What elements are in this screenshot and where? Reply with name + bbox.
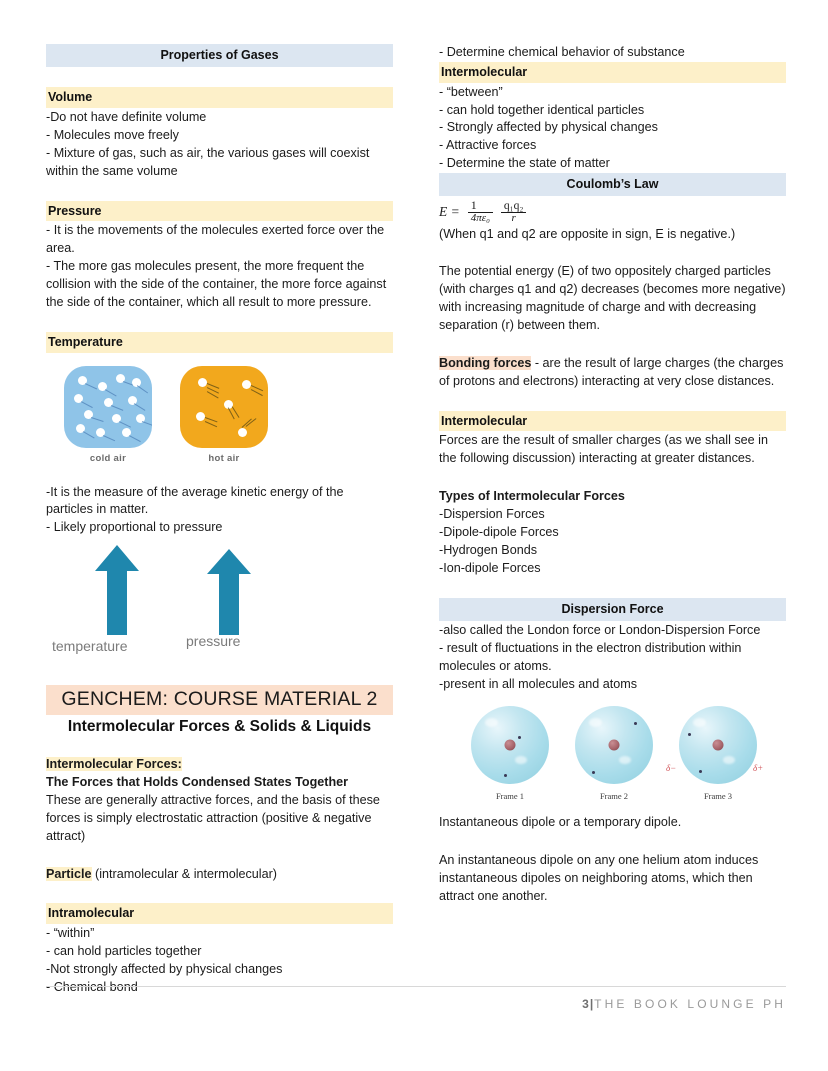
spacer xyxy=(439,391,786,411)
delta-positive-label: δ+ xyxy=(753,763,764,774)
helium-frame-1-label: Frame 1 xyxy=(495,791,525,802)
intermolecular-forces-label-text: Intermolecular Forces: xyxy=(46,757,182,772)
spacer xyxy=(46,312,393,332)
formula-frac2-denominator: r xyxy=(511,211,516,224)
proportionality-arrows-figure xyxy=(46,545,393,657)
dipole-caption: Instantaneous dipole or a temporary dipole. xyxy=(439,815,682,830)
intermolecular-forces-paragraph: These are generally attractive forces, and the basis of these forces is simply electrostatic attraction (positive & negative attract) xyxy=(46,792,380,843)
cold-air-container xyxy=(64,366,152,448)
electron xyxy=(504,774,507,777)
intramolecular-line-4: - Chemical bond xyxy=(46,979,138,994)
heading-intermolecular-top: Intermolecular xyxy=(439,62,786,83)
course-material-subtitle: Intermolecular Forces & Solids & Liquids xyxy=(67,718,372,736)
intramolecular-line-2: - can hold particles together xyxy=(46,944,202,958)
right-column xyxy=(439,44,786,906)
spacer xyxy=(439,578,786,598)
electron xyxy=(688,733,691,736)
page-footer xyxy=(46,986,786,1013)
hot-air-label: hot air xyxy=(208,452,240,464)
intermolecular-top-line-3: - Strongly affected by physical changes xyxy=(439,120,658,135)
spacer xyxy=(439,335,786,355)
heading-temperature: Temperature xyxy=(46,332,393,353)
heading-volume: Volume xyxy=(46,87,393,108)
spacer xyxy=(439,243,786,263)
helium-dipole-figure xyxy=(467,706,786,801)
volume-line-2: - Molecules move freely xyxy=(46,128,179,142)
intermolecular-top-line-1: - “between” xyxy=(439,84,503,99)
intermolecular-forces-label xyxy=(46,756,393,774)
electron xyxy=(592,771,595,774)
hot-air-container xyxy=(180,366,268,448)
helium-nucleus-3 xyxy=(713,740,724,751)
spacer xyxy=(46,736,393,756)
spacer xyxy=(46,657,393,685)
spacer xyxy=(46,67,393,87)
arrow-label-temperature: temperature xyxy=(52,638,128,655)
intermolecular-top-line-2: - can hold together identical particles xyxy=(439,102,645,117)
helium-frame-2-label: Frame 2 xyxy=(599,791,629,802)
footer-separator: | xyxy=(589,997,595,1011)
types-of-forces-heading: Types of Intermolecular Forces xyxy=(439,489,625,504)
particle-label: Particle xyxy=(46,866,92,881)
electron xyxy=(634,722,637,725)
bonding-forces-paragraph xyxy=(439,355,786,391)
heading-pressure: Pressure xyxy=(46,201,393,222)
helium-frame-3-label: Frame 3 xyxy=(703,791,733,802)
helium-sphere-3 xyxy=(679,706,757,784)
cold-air-figure xyxy=(64,366,152,464)
bonding-forces-text: - are the result of large charges (the charges of protons and electrons) interacting at very close distances. xyxy=(439,355,784,388)
spacer xyxy=(46,181,393,201)
heading-intramolecular: Intramolecular xyxy=(46,903,393,924)
coulombs-law-note: (When q1 and q2 are opposite in sign, E is negative.) xyxy=(439,226,736,241)
section-header-properties-of-gases: Properties of Gases xyxy=(46,44,393,67)
footer-brand: THE BOOK LOUNGE PH xyxy=(594,997,786,1011)
dispersion-force-line-1: -also called the London force or London-Dispersion Force xyxy=(439,622,761,637)
footer-page-number: 3 xyxy=(582,997,590,1011)
temperature-line-1: -It is the measure of the average kinetic energy of the particles in matter. xyxy=(46,484,344,517)
dipole-paragraph: An instantaneous dipole on any one helium atom induces instantaneous dipoles on neighboring atoms, which then attract one another. xyxy=(439,853,759,904)
formula-fraction-charges xyxy=(501,200,527,225)
coulombs-law-formula xyxy=(439,199,786,224)
left-column xyxy=(46,44,393,997)
helium-nucleus-2 xyxy=(609,740,620,751)
course-material-title: GENCHEM: COURSE MATERIAL 2 xyxy=(46,685,393,715)
heading-intermolecular-second: Intermolecular xyxy=(439,411,786,432)
formula-frac1-numerator: 1 xyxy=(468,199,493,213)
helium-sphere-2 xyxy=(575,706,653,784)
helium-sphere-1 xyxy=(471,706,549,784)
pressure-line-2: - The more gas molecules present, the more frequent the collision with the side of the container, the more force against the side of the container, which all result to more pressure. xyxy=(46,259,387,309)
intermolecular-top-line-5: - Determine the state of matter xyxy=(439,156,610,171)
spacer xyxy=(46,464,393,484)
electron xyxy=(518,736,521,739)
pressure-up-arrow-icon xyxy=(206,549,252,639)
section-header-dispersion-force: Dispersion Force xyxy=(439,598,786,621)
types-of-forces-item-1: -Dispersion Forces xyxy=(439,507,545,522)
formula-lhs: E = xyxy=(439,203,460,219)
intramolecular-line-1: - “within” xyxy=(46,926,95,941)
helium-frame-2 xyxy=(571,706,657,801)
hot-air-figure xyxy=(180,366,268,464)
delta-negative-label: δ− xyxy=(666,763,677,774)
condensed-states-line: The Forces that Holds Condensed States Together xyxy=(46,775,349,789)
helium-frame-3 xyxy=(666,706,764,802)
arrow-label-pressure: pressure xyxy=(186,633,241,650)
cold-air-label: cold air xyxy=(89,452,127,464)
spacer xyxy=(46,846,393,866)
bonding-forces-label: Bonding forces xyxy=(439,355,532,370)
electron xyxy=(699,770,702,773)
pressure-line-1: - It is the movements of the molecules exerted force over the area. xyxy=(46,223,385,256)
formula-frac2-numerator: q₁q₂ xyxy=(501,200,527,213)
potential-energy-paragraph: The potential energy (E) of two oppositely charged particles (with charges q1 and q2) decreases (becomes more negative) with increasing magnitude of charge and with decreasing separation (r) between them. xyxy=(439,264,786,333)
temperature-line-2: - Likely proportional to pressure xyxy=(46,520,223,535)
intermolecular-second-paragraph: Forces are the result of smaller charges (as we shall see in the following discussion) interacting at greater distances. xyxy=(439,433,768,466)
particle-rest: (intramolecular & intermolecular) xyxy=(91,866,277,881)
dispersion-force-line-2: - result of fluctuations in the electron distribution within molecules or atoms. xyxy=(439,640,742,673)
intramolecular-line-3: -Not strongly affected by physical changes xyxy=(46,961,283,976)
spacer xyxy=(439,801,786,814)
spacer xyxy=(46,883,393,903)
formula-frac1-denominator: 4πε₀ xyxy=(470,211,490,224)
volume-line-1: -Do not have definite volume xyxy=(46,110,207,125)
spacer xyxy=(439,832,786,852)
section-header-coulombs-law: Coulomb’s Law xyxy=(439,173,786,196)
helium-nucleus-1 xyxy=(505,740,516,751)
types-of-forces-item-4: -Ion-dipole Forces xyxy=(439,560,541,575)
volume-line-3: - Mixture of gas, such as air, the various gases will coexist within the same volume xyxy=(46,145,370,178)
two-column-layout xyxy=(46,44,786,997)
types-of-forces-item-3: -Hydrogen Bonds xyxy=(439,542,538,557)
intramolecular-continued-line: - Determine chemical behavior of substance xyxy=(439,45,685,59)
cold-hot-air-figure xyxy=(64,366,393,464)
intermolecular-top-line-4: - Attractive forces xyxy=(439,138,537,153)
particle-line xyxy=(46,866,393,884)
spacer xyxy=(439,468,786,488)
types-of-forces-item-2: -Dipole-dipole Forces xyxy=(439,524,559,539)
formula-fraction-constant xyxy=(468,199,493,224)
helium-frame-1 xyxy=(467,706,553,801)
temperature-up-arrow-icon xyxy=(94,545,140,635)
dispersion-force-line-3: -present in all molecules and atoms xyxy=(439,676,638,691)
